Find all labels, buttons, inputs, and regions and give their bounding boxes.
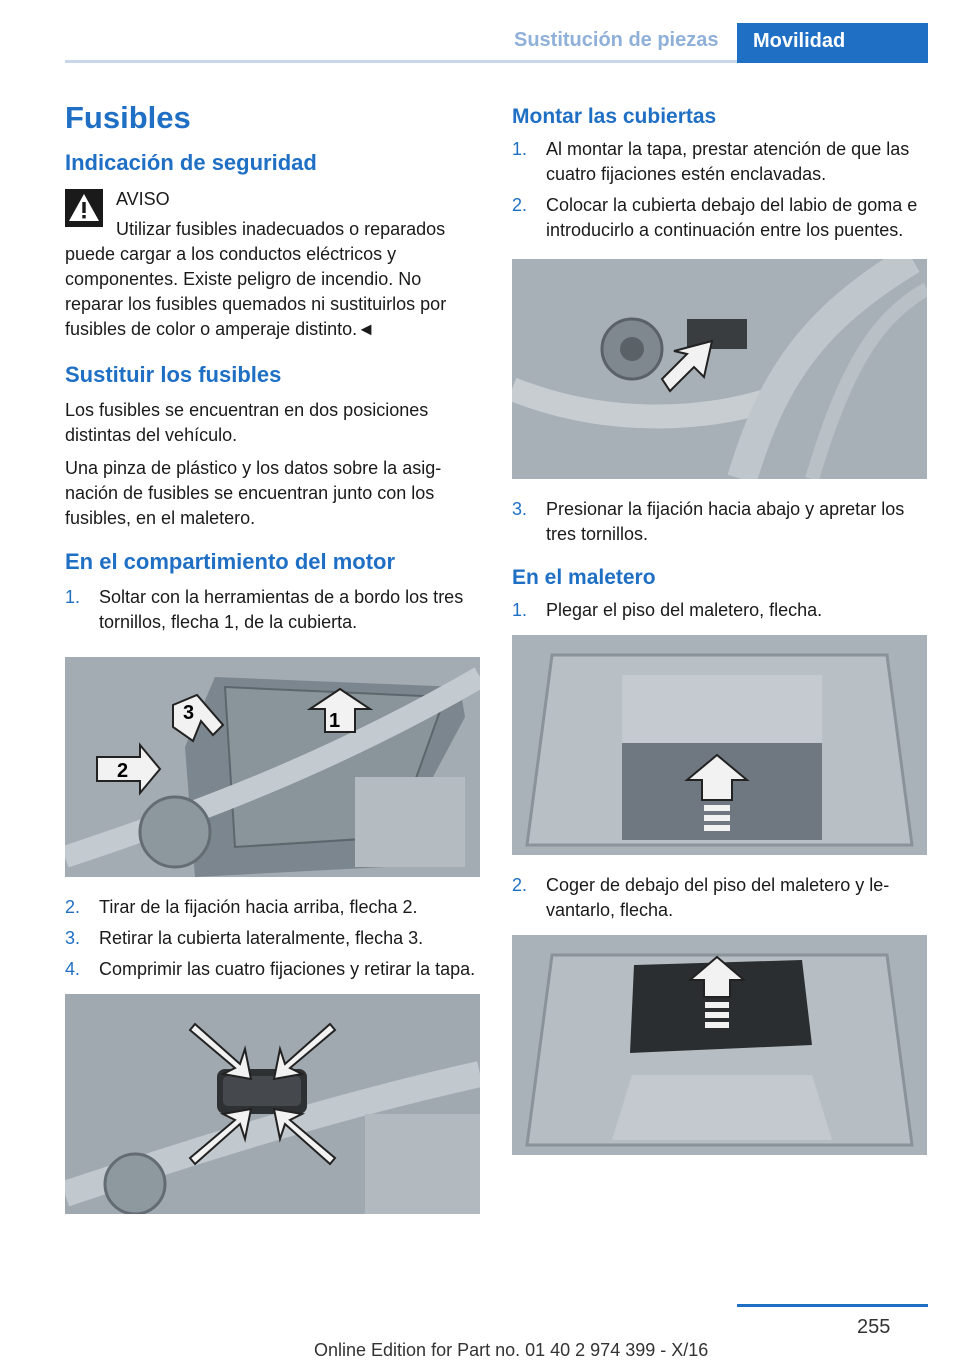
warning-icon xyxy=(65,189,103,227)
arrow-label-1: 1 xyxy=(329,710,341,733)
trunk-heading: En el maletero xyxy=(512,566,656,590)
footer-rule xyxy=(737,1304,928,1307)
step-text: Al montar la tapa, prestar atención de que las cuatro fijaciones estén enclavadas. xyxy=(546,139,910,185)
replace-fuses-paragraph-2: Una pinza de plástico y los datos sobre la asig-nación de fusibles se encuentran junto con los fusibles, en el maletero. xyxy=(65,458,442,529)
mount-steps-list-continued xyxy=(512,497,927,547)
trunk-steps-list-continued xyxy=(512,873,927,923)
step-text: Soltar con la herramientas de a bordo los tres tornillos, flecha 1, de la cubierta. xyxy=(99,587,464,633)
trunk-steps-list xyxy=(512,598,927,623)
warning-label: AVISO xyxy=(116,188,170,209)
replace-fuses-paragraph-1: Los fusibles se encuentran en dos posiciones distintas del vehículo. xyxy=(65,400,429,446)
list-item xyxy=(65,957,480,982)
step-number: 2. xyxy=(512,875,528,896)
fuse-box-cover-illustration xyxy=(65,994,480,1214)
list-item xyxy=(65,895,480,920)
step-text: Plegar el piso del maletero, flecha. xyxy=(546,600,823,621)
mount-covers-heading: Montar las cubiertas xyxy=(512,105,717,128)
header-section-title: Sustitución de piezas xyxy=(514,29,719,51)
step-number: 1. xyxy=(512,600,528,621)
safety-heading: Indicación de seguridad xyxy=(65,150,317,176)
list-item xyxy=(65,926,480,951)
step-number: 4. xyxy=(65,959,81,980)
trunk-floor-illustration xyxy=(512,635,927,855)
header-chapter-tab: Movilidad xyxy=(737,23,928,63)
warning-block xyxy=(65,187,480,242)
page-number: 255 xyxy=(857,1316,891,1338)
step-number: 1. xyxy=(512,139,528,160)
engine-steps-list-continued xyxy=(65,895,480,982)
step-number: 1. xyxy=(65,587,81,608)
step-text: Retirar la cubierta lateralmente, flecha 3. xyxy=(99,928,424,949)
step-number: 2. xyxy=(65,897,81,918)
left-column xyxy=(65,98,480,1232)
arrow-label-3: 3 xyxy=(183,702,195,725)
cover-mounting-illustration xyxy=(512,259,927,479)
arrow-label-2: 2 xyxy=(117,760,129,783)
step-text: Presionar la fijación hacia abajo y apretar los tres tornillos. xyxy=(546,499,905,545)
engine-compartment-heading: En el compartimiento del motor xyxy=(65,549,396,575)
list-item xyxy=(512,873,927,923)
step-text: Comprimir las cuatro fijaciones y retirar la tapa. xyxy=(99,959,476,980)
list-item xyxy=(512,193,927,243)
replace-fuses-heading: Sustituir los fusibles xyxy=(65,361,282,387)
trunk-floor-lifted-illustration xyxy=(512,935,927,1155)
step-text: Colocar la cubierta debajo del labio de goma e introducirlo a continuación entre los puentes. xyxy=(546,195,918,241)
step-text: Coger de debajo del piso del maletero y le-vantarlo, flecha. xyxy=(546,875,890,921)
page-title: Fusibles xyxy=(65,100,191,135)
list-item xyxy=(512,497,927,547)
edition-footer: Online Edition for Part no. 01 40 2 974 399 - X/16 xyxy=(314,1340,709,1360)
mount-steps-list xyxy=(512,137,927,243)
step-text: Tirar de la fijación hacia arriba, flecha 2. xyxy=(99,897,418,918)
step-number: 3. xyxy=(512,499,528,520)
warning-first-line: Utilizar fusibles inadecuados o reparados xyxy=(116,218,446,239)
list-item xyxy=(512,598,927,623)
list-item xyxy=(512,137,927,187)
warning-text: puede cargar a los conductos eléctricos y componentes. Existe peligro de incendio. No reparar los fusibles quemados ni sustituirlos por fusibles de color o amperaje distinto.◄ xyxy=(65,243,447,339)
list-item xyxy=(65,585,480,635)
engine-steps-list xyxy=(65,585,480,635)
engine-cover-illustration xyxy=(65,657,480,877)
right-column xyxy=(512,104,927,1173)
step-number: 3. xyxy=(65,928,81,949)
step-number: 2. xyxy=(512,195,528,216)
